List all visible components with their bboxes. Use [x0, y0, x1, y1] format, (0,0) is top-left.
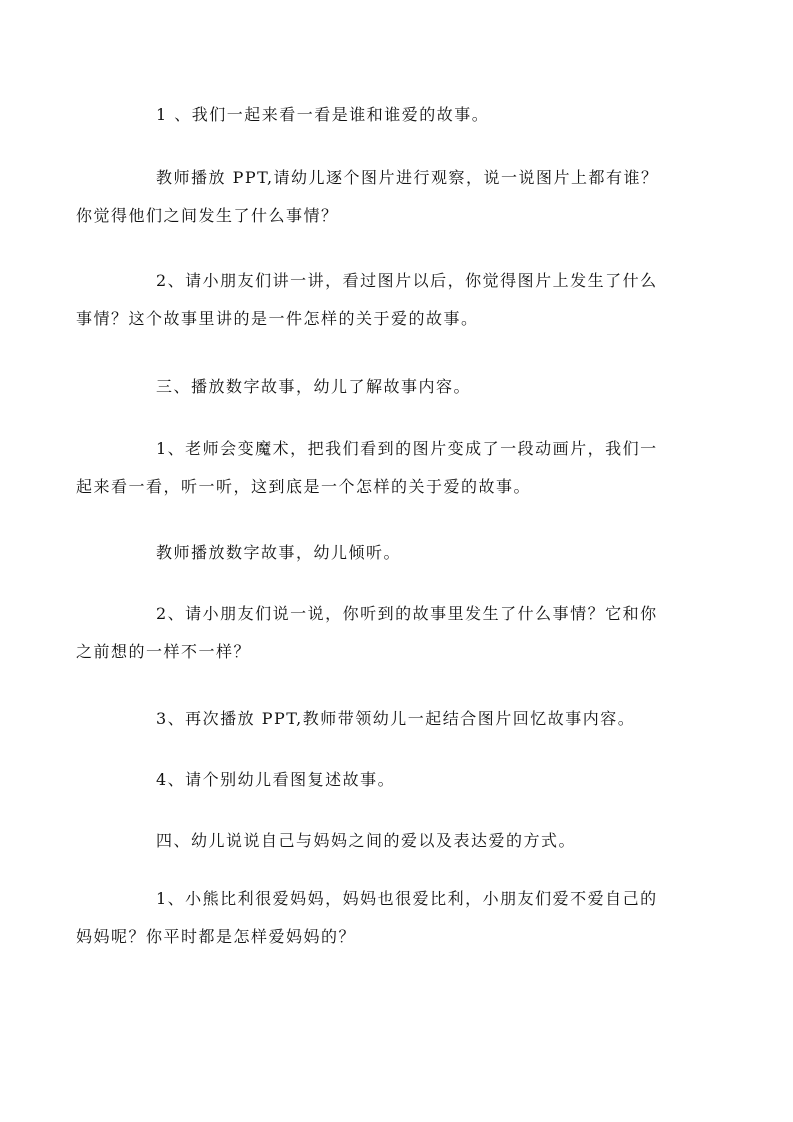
paragraph-6 — [116, 534, 682, 572]
paragraph-7 — [76, 595, 682, 671]
paragraph-line: 1、老师会变魔术，把我们看到的图片变成了一段动画片，我们一 — [156, 439, 658, 458]
paragraph-1 — [116, 96, 682, 134]
paragraph-line: 4、请个别幼儿看图复述故事。 — [156, 770, 396, 789]
paragraph-line: 妈妈呢？你平时都是怎样爱妈妈的？ — [76, 927, 357, 946]
paragraph-5 — [76, 430, 682, 506]
paragraph-line: 四、幼儿说说自己与妈妈之间的爱以及表达爱的方式。 — [156, 831, 577, 850]
paragraph-10 — [116, 822, 682, 860]
paragraph-11 — [76, 880, 682, 956]
paragraph-3 — [76, 262, 682, 338]
paragraph-line: 1 、我们一起来看一看是谁和谁爱的故事。 — [156, 105, 490, 124]
paragraph-9 — [116, 761, 682, 799]
paragraph-4 — [116, 368, 682, 406]
paragraph-line: 3、再次播放 PPT,教师带领幼儿一起结合图片回忆故事内容。 — [156, 709, 636, 728]
paragraph-line: 1、小熊比利很爱妈妈，妈妈也很爱比利，小朋友们爱不爱自己的 — [156, 889, 658, 908]
paragraph-8 — [116, 700, 682, 738]
paragraph-line: 教师播放 PPT,请幼儿逐个图片进行观察，说一说图片上都有谁？ — [156, 168, 659, 187]
paragraph-line: 2、请小朋友们说一说，你听到的故事里发生了什么事情？它和你 — [156, 604, 658, 623]
paragraph-line: 三、播放数字故事，幼儿了解故事内容。 — [156, 377, 472, 396]
paragraph-line: 起来看一看，听一听，这到底是一个怎样的关于爱的故事。 — [76, 477, 532, 496]
paragraph-2 — [76, 159, 682, 235]
paragraph-line: 教师播放数字故事，幼儿倾听。 — [156, 543, 402, 562]
paragraph-line: 2、请小朋友们讲一讲，看过图片以后，你觉得图片上发生了什么 — [156, 271, 658, 290]
paragraph-line: 你觉得他们之间发生了什么事情？ — [76, 206, 339, 225]
paragraph-line: 事情？这个故事里讲的是一件怎样的关于爱的故事。 — [76, 309, 479, 328]
paragraph-line: 之前想的一样不一样？ — [76, 642, 252, 661]
